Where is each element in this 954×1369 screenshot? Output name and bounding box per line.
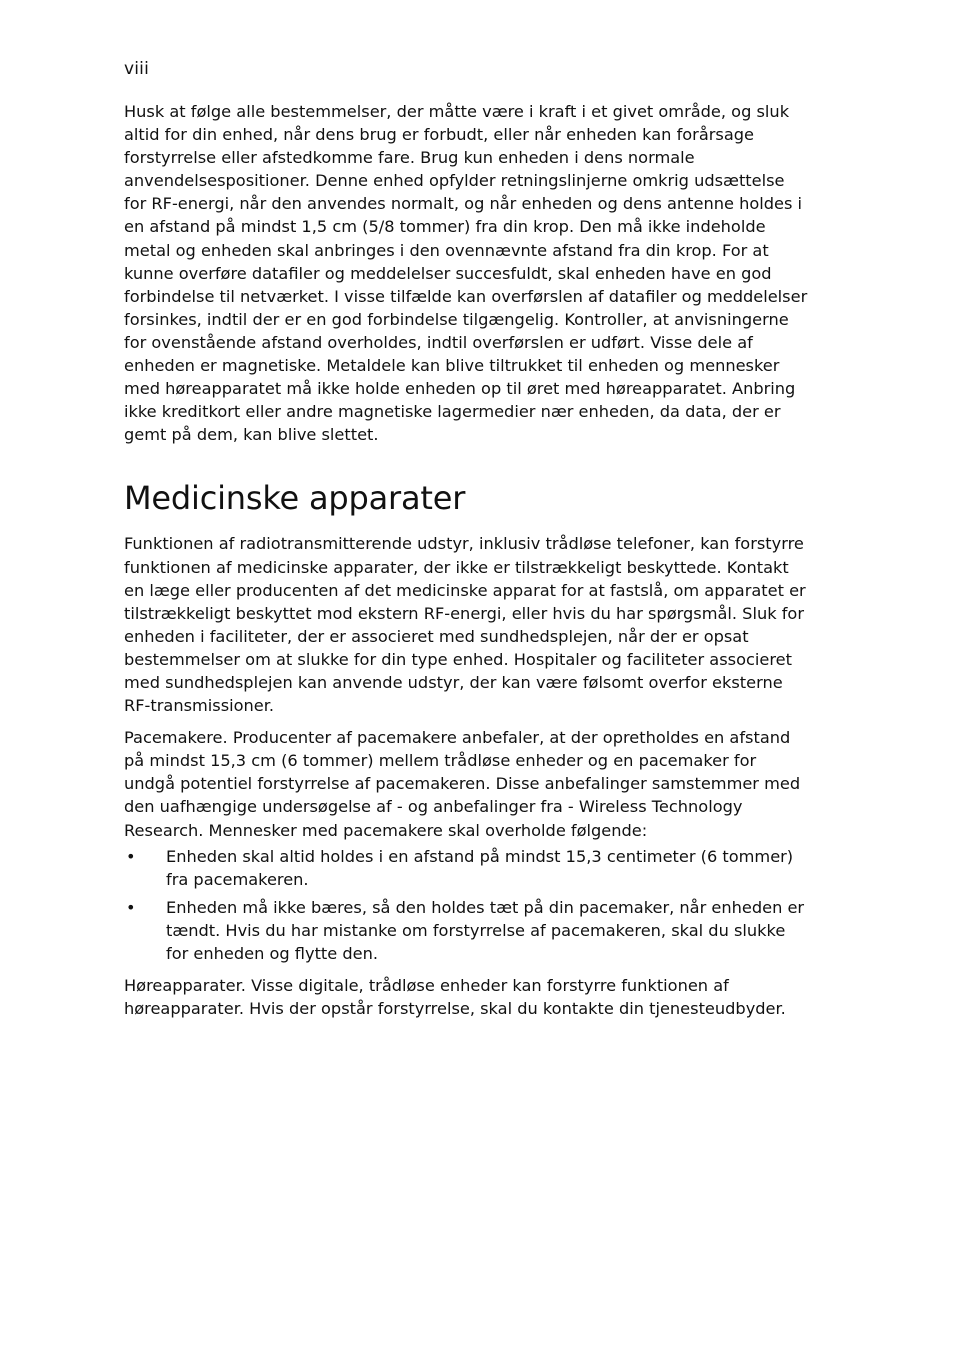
pacemaker-bullet-list [124,845,808,965]
hearing-aids-label: Høreapparater. [124,976,246,996]
hearing-aids-text: Visse digitale, trådløse enheder kan forstyrre funktionen af høreapparater. Hvis der opstår forstyrrelse, skal du kontakte din tjenesteudbyder. [124,976,786,1019]
list-item-text: Enheden må ikke bæres, så den holdes tæt på din pacemaker, når enheden er tændt. Hvis du har mistanke om forstyrrelse af pacemakeren, skal du slukke for enheden og flytte den. [166,897,805,963]
pacemakers-label: Pacemakere. [124,728,228,748]
pacemakers-paragraph [124,726,808,841]
hearing-aids-paragraph [124,974,808,1020]
document-page [124,58,808,1020]
list-item-text: Enheden skal altid holdes i en afstand på mindst 15,3 centimeter (6 tommer) fra pacemakeren. [166,846,794,889]
medical-devices-paragraph: Funktionen af radiotransmitterende udstyr, inklusiv trådløse telefoner, kan forstyrre funktionen af medicinske apparater, der ikke er tilstrækkeligt beskyttede. Kontakt en læge eller producenten af det medicinske apparat for at fastslå, om apparatet er tilstrækkeligt beskyttet mod ekstern RF-energi, eller hvis du har spørgsmål. Sluk for enheden i faciliteter, der er associeret med sundhedsplejen, når der er opsat bestemmelser om at slukke for din type enhed. Hospitaler og faciliteter associeret med sundhedsplejen kan anvende udstyr, der kan være følsomt overfor eksterne RF-transmissioner. [124,534,806,716]
bullet-icon: • [126,897,136,917]
bullet-icon: • [126,846,136,866]
pacemakers-text: Producenter af pacemakere anbefaler, at der opretholdes en afstand på mindst 15,3 cm (6 tommer) mellem trådløse enheder og en pacemaker for undgå potentiel forstyrrelse af pacemakeren. Disse anbefalinger samstemmer med den uafhængige undersøgelse af - og anbefalinger fra - Wireless Technology Research. Mennesker med pacemakere skal overholde følgende: [124,728,801,840]
section-heading: Medicinske apparater [124,479,466,518]
intro-paragraph: Husk at følge alle bestemmelser, der måtte være i kraft i et givet område, og sluk altid for din enhed, når dens brug er forbudt, eller når enheden kan forårsage forstyrrelse eller afstedkomme fare. Brug kun enheden i dens normale anvendelsespositioner. Denne enhed opfylder retningslinjerne omkrig udsættelse for RF-energi, når den anvendes normalt, og når enheden og dens antenne holdes i en afstand på mindst 1,5 cm (5/8 tommer) fra din krop. Den må ikke indeholde metal og enheden skal anbringes i den ovennævnte afstand fra din krop. For at kunne overføre datafiler og meddelelser succesfuldt, skal enheden have en god forbindelse til netværket. I visse tilfælde kan overførslen af datafiler og meddelelser forsinkes, indtil der er en god forbindelse tilgængelig. Kontroller, at anvisningerne for ovenstående afstand overholdes, indtil overførslen er udført. Visse dele af enheden er magnetiske. Metaldele kan blive tiltrukket til enheden og mennesker med høreapparatet må ikke holde enheden op til øret med høreapparatet. Anbring ikke kreditkort eller andre magnetiske lagermedier nær enheden, da data, der er gemt på dem, kan blive slettet. [124,102,808,445]
list-item [124,896,808,965]
list-item [124,845,808,891]
page-number: viii [124,59,150,79]
